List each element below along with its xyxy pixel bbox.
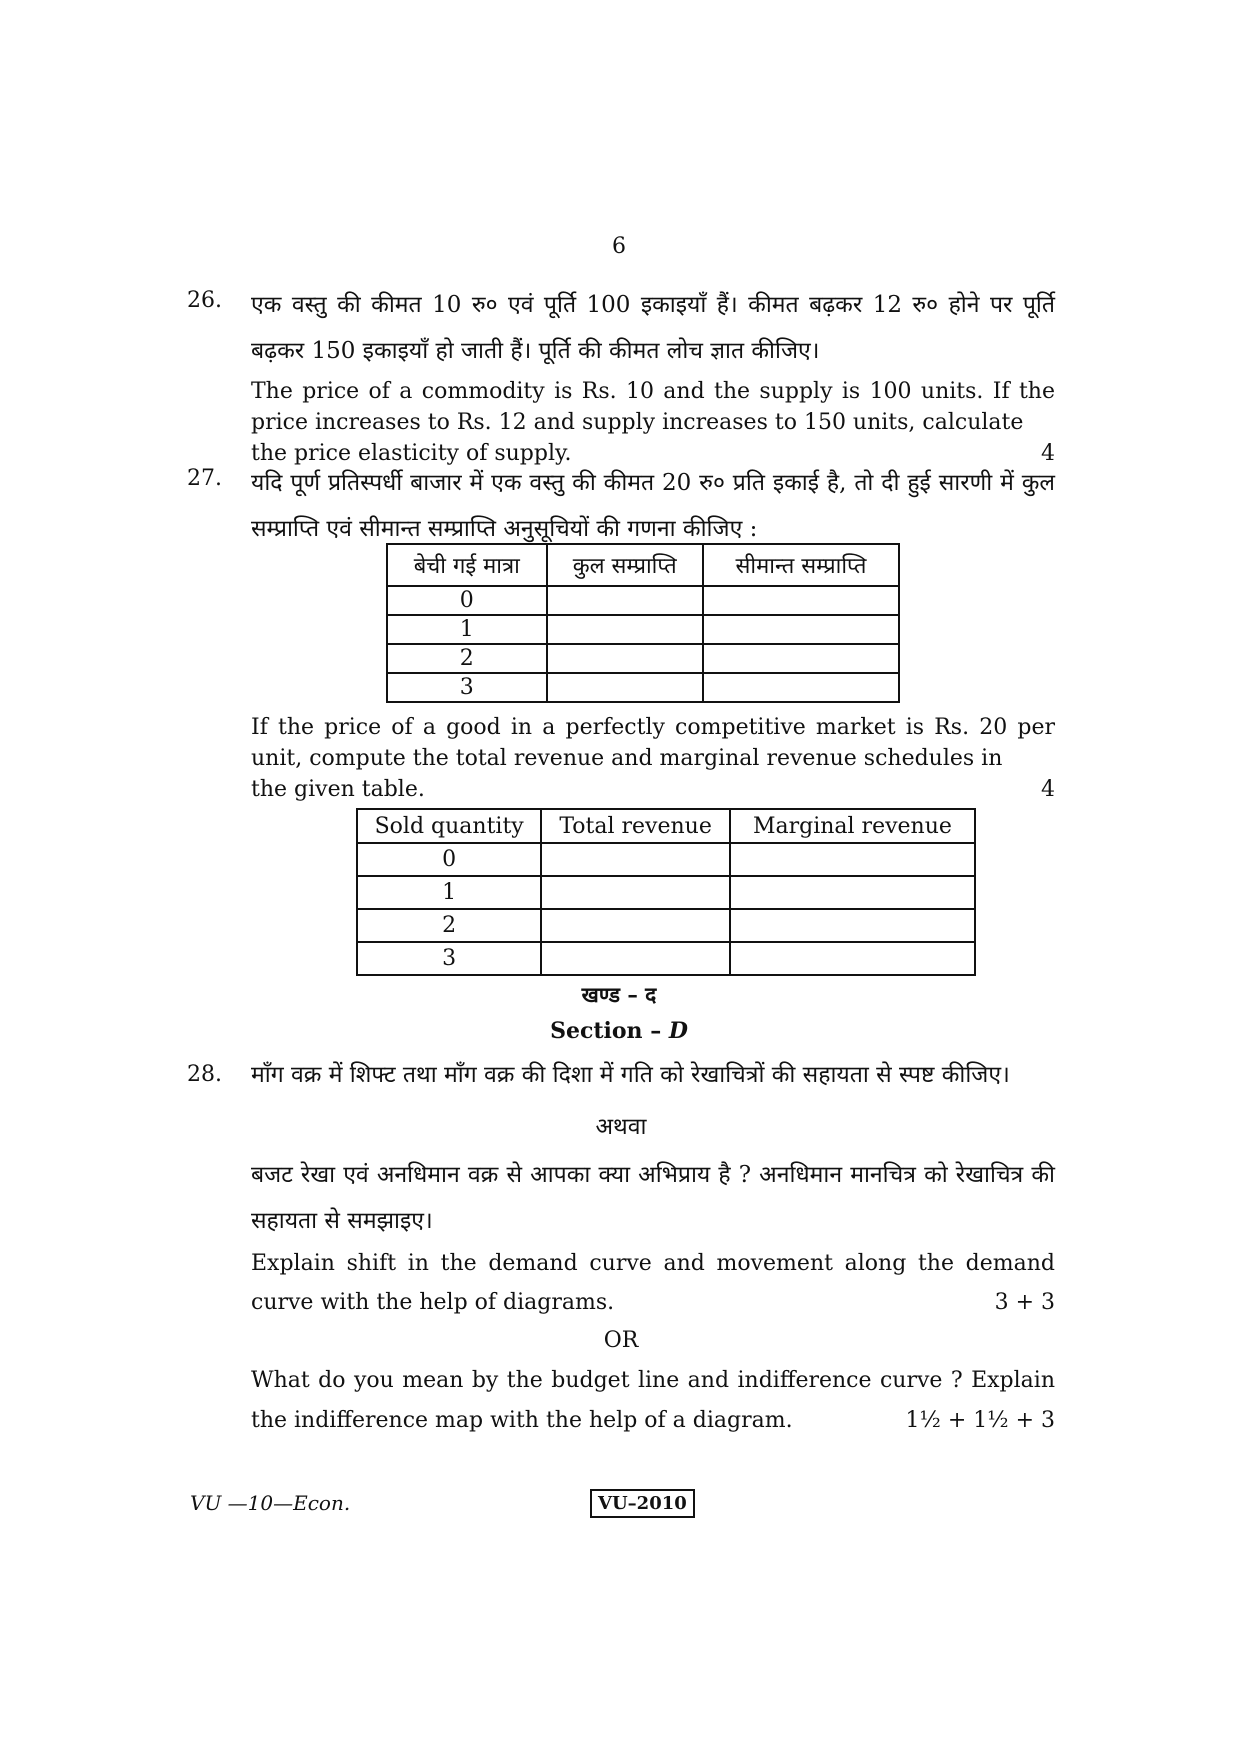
question-26-english: The price of a commodity is Rs. 10 and the supply is 100 units. If the price increases to Rs. 12 and supply increases to 150 units, calculate — [251, 379, 1055, 435]
question-28-english-last: curve with the help of diagrams. — [251, 1290, 615, 1315]
section-heading-hindi: खण्ड – द — [581, 982, 657, 1007]
question-27-english-block — [187, 712, 1055, 805]
column-header: Total revenue — [541, 809, 730, 843]
question-number: 26. — [187, 288, 222, 313]
column-header: Marginal revenue — [730, 809, 975, 843]
empty-cell — [547, 615, 703, 644]
table-row — [357, 909, 975, 942]
question-number: 27. — [187, 466, 222, 491]
table-row — [387, 586, 899, 615]
marks: 1½ + 1½ + 3 — [905, 1408, 1055, 1433]
question-26-english-last: the price elasticity of supply. — [251, 441, 572, 466]
table-cell: 2 — [357, 909, 541, 942]
table-cell: 1 — [357, 876, 541, 909]
marks: 4 — [1041, 441, 1055, 466]
question-27-hindi: यदि पूर्ण प्रतिस्पर्धी बाजार में एक वस्तु की कीमत 20 रु० प्रति इकाई है, तो दी हुई सारणी में कुल सम्प्राप्ति एवं सीमान्त सम्प्राप्ति अनुसूचियों की गणना कीजिए : — [251, 470, 1055, 542]
revenue-table-hindi — [386, 543, 900, 703]
question-28 — [187, 1052, 1055, 1440]
column-header: सीमान्त सम्प्राप्ति — [703, 544, 899, 586]
empty-cell — [730, 876, 975, 909]
question-28-hindi: माँग वक्र में शिफ्ट तथा माँग वक्र की दिशा में गति को रेखाचित्रों की सहायता से स्पष्ट कीजिए। — [251, 1062, 1010, 1088]
marks: 4 — [1041, 777, 1055, 802]
table-row — [387, 615, 899, 644]
empty-cell — [541, 942, 730, 975]
empty-cell — [547, 586, 703, 615]
question-27-english-last: the given table. — [251, 777, 425, 802]
column-header: कुल सम्प्राप्ति — [547, 544, 703, 586]
table-row — [387, 644, 899, 673]
column-header: Sold quantity — [357, 809, 541, 843]
table-row — [387, 673, 899, 702]
table-cell: 1 — [387, 615, 547, 644]
empty-cell — [703, 586, 899, 615]
or-english: OR — [603, 1328, 639, 1353]
empty-cell — [730, 909, 975, 942]
empty-cell — [547, 673, 703, 702]
empty-cell — [730, 843, 975, 876]
empty-cell — [730, 942, 975, 975]
question-28-hindi-alt: बजट रेखा एवं अनधिमान वक्र से आपका क्या अभिप्राय है ? अनधिमान मानचित्र को रेखाचित्र की सहायता से समझाइए। — [251, 1162, 1055, 1234]
table-cell: 3 — [387, 673, 547, 702]
empty-cell — [541, 909, 730, 942]
page-number: 6 — [612, 234, 626, 259]
question-28-english: Explain shift in the demand curve and movement along the demand — [251, 1251, 1055, 1276]
table-cell: 2 — [387, 644, 547, 673]
empty-cell — [703, 673, 899, 702]
section-heading-english: Section – D — [550, 1018, 688, 1044]
table-cell: 3 — [357, 942, 541, 975]
marks: 3 + 3 — [994, 1290, 1055, 1315]
empty-cell — [541, 876, 730, 909]
question-28-english-alt: What do you mean by the budget line and indifference curve ? Explain — [251, 1368, 1055, 1393]
footer-paper-code: VU–2010 — [590, 1489, 695, 1518]
empty-cell — [703, 644, 899, 673]
table-row — [357, 843, 975, 876]
question-26-hindi: एक वस्तु की कीमत 10 रु० एवं पूर्ति 100 इकाइयाँ हैं। कीमत बढ़कर 12 रु० होने पर पूर्ति बढ़कर 150 इकाइयाँ हो जाती हैं। पूर्ति की कीमत लोच ज्ञात कीजिए। — [251, 292, 1055, 364]
table-row — [357, 942, 975, 975]
table-row — [357, 876, 975, 909]
question-27 — [187, 460, 1055, 552]
or-hindi: अथवा — [595, 1114, 647, 1140]
empty-cell — [541, 843, 730, 876]
question-26 — [187, 282, 1055, 469]
question-27-english: If the price of a good in a perfectly competitive market is Rs. 20 per unit, compute the total revenue and marginal revenue schedules in — [251, 715, 1055, 771]
table-header-row — [387, 544, 899, 586]
table-header-row — [357, 809, 975, 843]
table-cell: 0 — [357, 843, 541, 876]
footer-subject-code: VU —10—Econ. — [190, 1491, 351, 1515]
question-number: 28. — [187, 1062, 222, 1087]
column-header: बेची गई मात्रा — [387, 544, 547, 586]
revenue-table-english — [356, 808, 976, 976]
table-cell: 0 — [387, 586, 547, 615]
empty-cell — [547, 644, 703, 673]
empty-cell — [703, 615, 899, 644]
question-28-english-alt-last: the indifference map with the help of a diagram. — [251, 1408, 793, 1433]
